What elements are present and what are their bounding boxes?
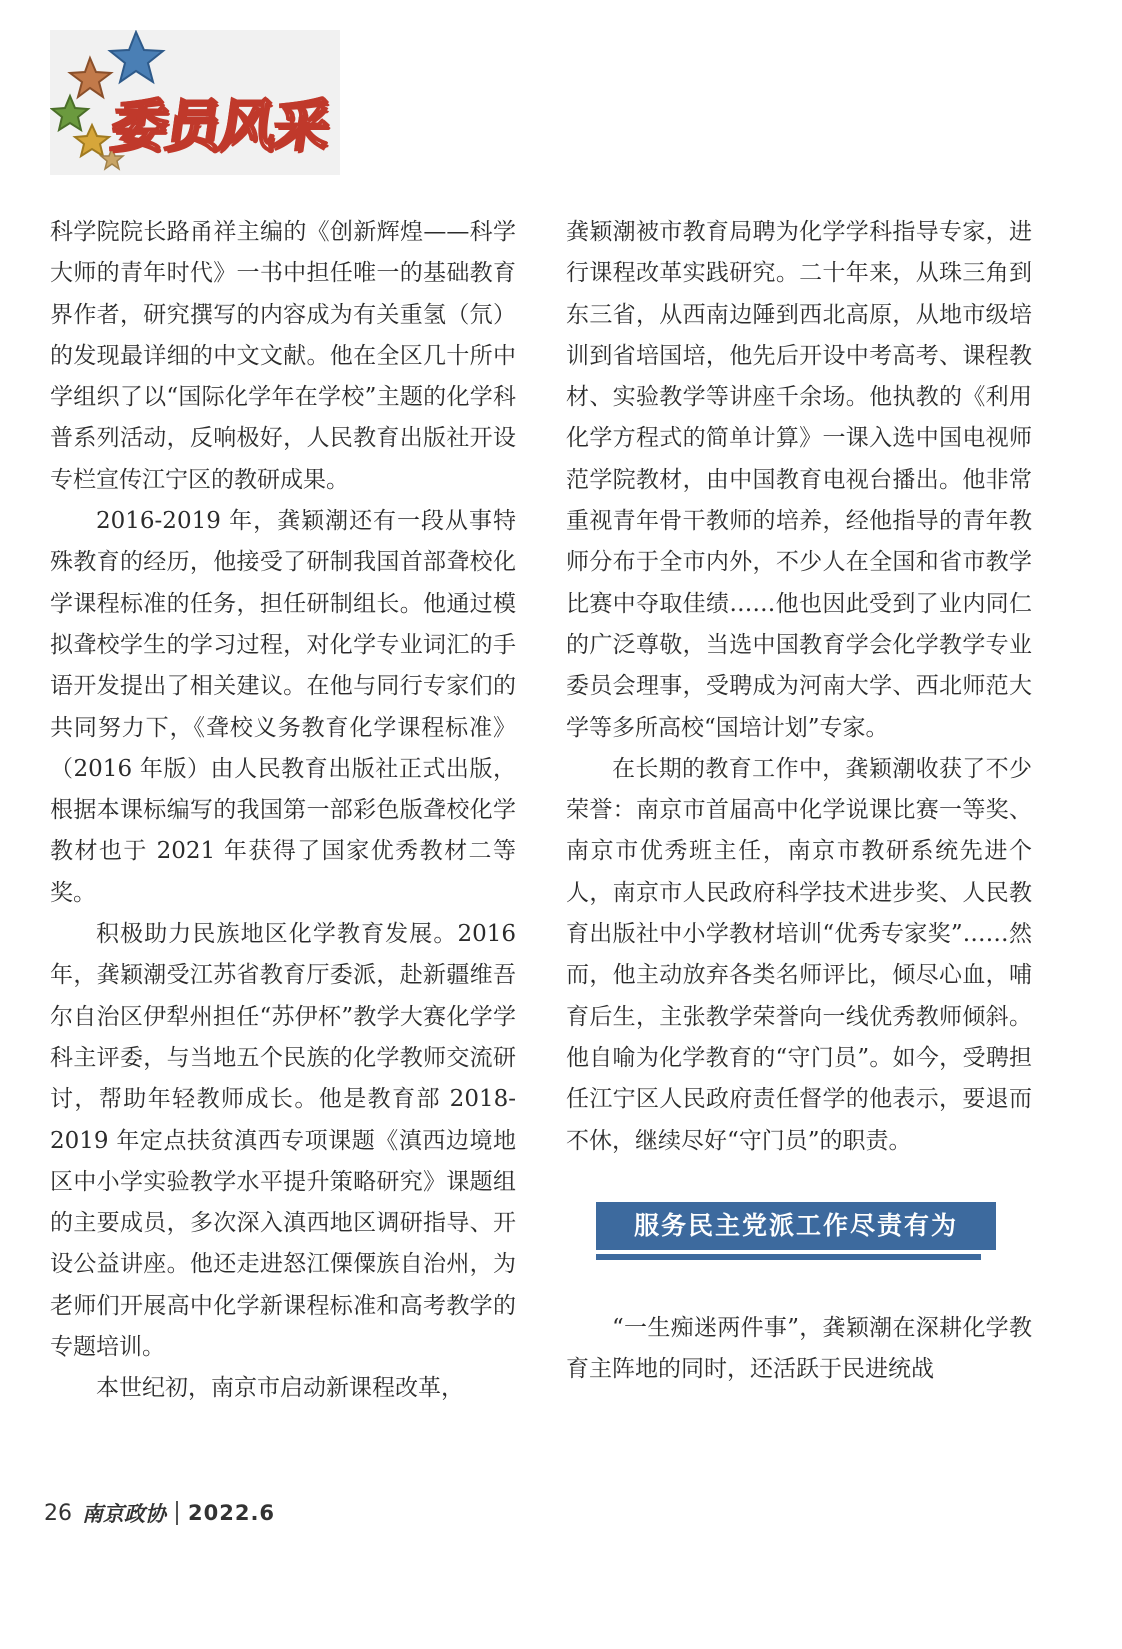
- paragraph: 2016-2019 年，龚颖潮还有一段从事特殊教育的经历，他接受了研制我国首部聋校化学课程标准的任务，担任研制组长。他通过模拟聋校学生的学习过程，对化学专业词汇的手语开发提出了相关建议。在他与同行专家们的共同努力下，《聋校义务教育化学课程标准》（2016 年版）由人民教育出版社正式出版，根据本课标编写的我国第一部彩色版聋校化学教材也于 2021 年获得了国家优秀教材二等奖。: [50, 508, 516, 906]
- page-footer: [44, 1496, 275, 1530]
- column-title: 委员风采: [106, 94, 332, 159]
- paragraph: 本世纪初，南京市启动新课程改革，: [96, 1375, 464, 1402]
- paragraph: 科学院院长路甬祥主编的《创新辉煌——科学大师的青年时代》一书中担任唯一的基础教育界作者，研究撰写的内容成为有关重氢（氘）的发现最详细的中文文献。他在全区几十所中学组织了以“国际化学年在学校”主题的化学科普系列活动，反响极好，人民教育出版社开设专栏宣传江宁区的教研成果。: [50, 219, 516, 493]
- paragraph: 积极助力民族地区化学教育发展。2016 年，龚颖潮受江苏省教育厅委派，赴新疆维吾尔自治区伊犁州担任“苏伊杯”教学大赛化学学科主评委，与当地五个民族的化学教师交流研讨，帮助年轻教师成长。他是教育部 2018-2019 年定点扶贫滇西专项课题《滇西边境地区中小学实验教学水平提升策略研究》课题组的主要成员，多次深入滇西地区调研指导、开设公益讲座。他还走进怒江傈僳族自治州，为老师们开展高中化学新课程标准和高考教学的专题培训。: [50, 921, 516, 1361]
- column-logo: [50, 30, 340, 175]
- paragraph: 龚颖潮被市教育局聘为化学学科指导专家，进行课程改革实践研究。二十年来，从珠三角到东三省，从西南边陲到西北高原，从地市级培训到省培国培，他先后开设中考高考、课程教材、实验教学等讲座千余场。他执教的《利用化学方程式的简单计算》一课入选中国电视师范学院教材，由中国教育电视台播出。他非常重视青年骨干教师的培养，经他指导的青年教师分布于全市内外，不少人在全国和省市教学比赛中夺取佳绩……他也因此受到了业内同仁的广泛尊敬，当选中国教育学会化学教学专业委员会理事，受聘成为河南大学、西北师范大学等多所高校“国培计划”专家。: [566, 219, 1032, 741]
- paragraph: “一生痴迷两件事”，龚颖潮在深耕化学教育主阵地的同时，还活跃于民进统战: [566, 1314, 1032, 1383]
- magazine-name: 南京政协: [82, 1501, 166, 1526]
- left-column: [50, 212, 516, 1410]
- section-heading-underline: [596, 1254, 981, 1260]
- section-heading: [596, 1202, 1026, 1262]
- section-heading-text: 服务民主党派工作尽责有为: [633, 1210, 958, 1240]
- footer-divider: [176, 1501, 178, 1525]
- paragraph: 在长期的教育工作中，龚颖潮收获了不少荣誉：南京市首届高中化学说课比赛一等奖、南京市优秀班主任，南京市教研系统先进个人，南京市人民政府科学技术进步奖、人民教育出版社中小学教材培训“优秀专家奖”……然而，他主动放弃各类名师评比，倾尽心血，哺育后生，主张教学荣誉向一线优秀教师倾斜。他自喻为化学教育的“守门员”。如今，受聘担任江宁区人民政府责任督学的他表示，要退而不休，继续尽好“守门员”的职责。: [566, 755, 1032, 1154]
- page-number: 26: [44, 1500, 72, 1526]
- issue-number: 2022.6: [188, 1501, 276, 1525]
- right-column: [566, 212, 1032, 1390]
